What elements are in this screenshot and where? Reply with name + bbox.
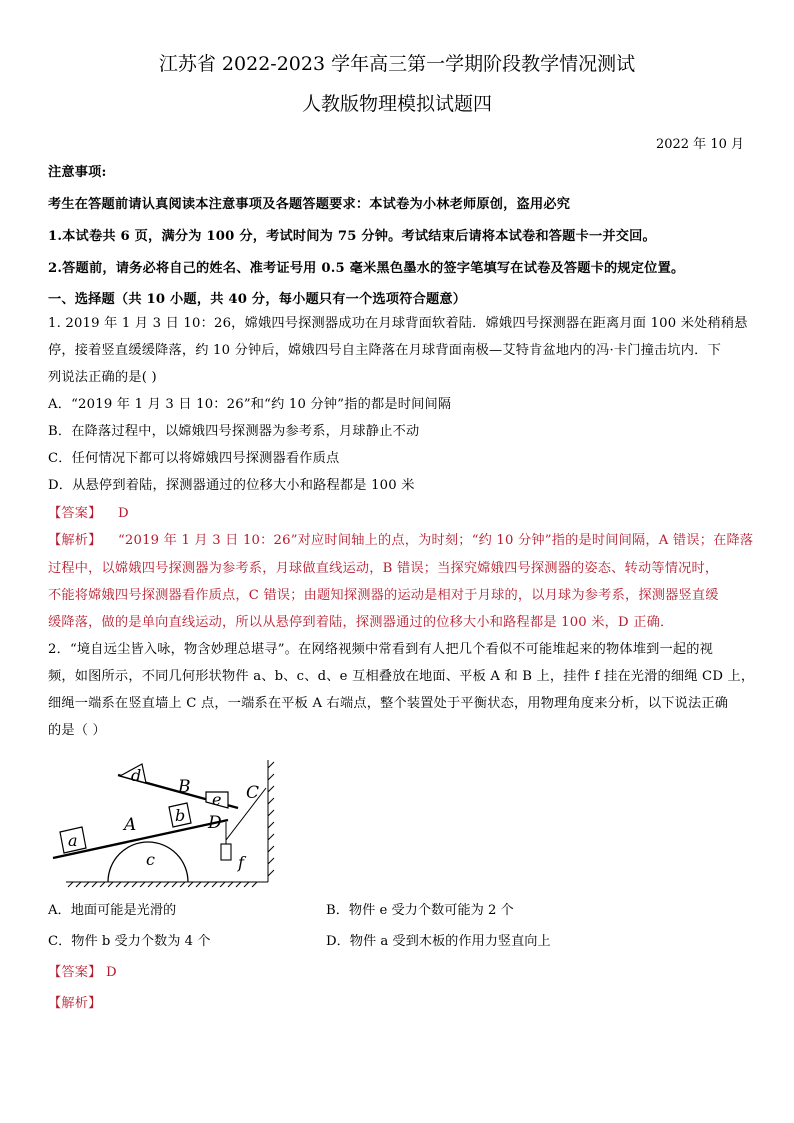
q2-stem-line-1: 2．“境自远尘皆入咏，物含妙理总堪寻”。在网络视频中常看到有人把几个看似不可能堆起来的物体堆到一起的视 [48,642,714,657]
q1-stem-line-1: 1. 2019 年 1 月 3 日 10：26，嫦娥四号探测器成功在月球背面软着陆．嫦娥四号探测器在距离月面 100 米处稍稍悬 [48,316,748,331]
notice-heading: 注意事项: [48,165,107,180]
q2-answer-value: D [105,965,117,980]
q1-answer [48,503,748,525]
notice-line-2: 1.本试卷共 6 页，满分为 100 分，考试时间为 75 分钟。考试结束后请将本试卷和答题卡一并交回。 [48,229,656,244]
exam-date: 2022 年 10 月 [655,137,744,152]
q1-answer-tag: 【答案】 [48,506,102,521]
q1-option-a: A．“2019 年 1 月 3 日 10：26”和“约 10 分钟”指的都是时间间隔 [48,397,452,412]
q2-stem-line-3: 细绳一端系在竖直墙上 C 点，一端系在平板 A 右端点，整个装置处于平衡状态，用物理角度来分析，以下说法正确 [48,696,729,711]
label-A: A [124,815,137,835]
label-C: C [246,783,260,803]
notice-line-1: 考生在答题前请认真阅读本注意事项及各题答题要求：本试卷为小林老师原创，盗用必究 [48,197,571,212]
q1-analysis-line-2: 过程中，以嫦娥四号探测器为参考系，月球做直线运动，B 错误；当探究嫦娥四号探测器的姿态、转动等情况时， [48,561,719,576]
label-d: d [131,766,142,785]
label-f: f [238,853,244,872]
q1-analysis-line-1 [48,530,754,552]
q1-option-d: D．从悬停到着陆，探测器通过的位移大小和路程都是 100 米 [48,478,415,493]
q2-option-b: B．物件 e 受力个数可能为 2 个 [326,903,514,918]
label-c: c [146,850,155,869]
q1-analysis-line-3: 不能将嫦娥四号探测器看作质点，C 错误；由题知探测器的运动是相对于月球的，以月球为参考系，探测器竖直缓 [48,588,719,603]
label-a: a [68,831,78,850]
q2-option-d: D．物件 a 受到木板的作用力竖直向上 [326,934,551,949]
label-B: B [178,777,191,797]
exam-subtitle: 人教版物理模拟试题四 [301,93,492,115]
q1-option-c: C．任何情况下都可以将嫦娥四号探测器看作质点 [48,451,340,466]
label-e: e [212,790,222,809]
q1-option-b: B．在降落过程中，以嫦娥四号探测器为参考系，月球静止不动 [48,424,420,439]
exam-title: 江苏省 2022-2023 学年高三第一学期阶段教学情况测试 [158,53,636,75]
q2-stem-line-4: 的是（ ） [48,723,106,738]
q2-stem-line-2: 频，如图所示，不同几何形状物件 a、b、c、d、e 互相叠放在地面、平板 A 和 B 上，挂件 f 挂在光滑的细绳 CD 上， [48,669,755,684]
q2-analysis-tag: 【解析】 [48,996,102,1011]
wall [268,760,274,882]
q1-stem-line-3: 列说法正确的是( ) [48,370,157,385]
q1-stem-line-2: 停，接着竖直缓缓降落，约 10 分钟后，嫦娥四号自主降落在月球背面南极—艾特肯盆地内的冯·卡门撞击坑内．下 [48,343,721,358]
label-D: D [208,813,222,833]
q2-option-c: C．物件 b 受力个数为 4 个 [48,934,211,949]
ground-hatching [66,882,268,887]
section-heading: 一、选择题（共 10 小题，共 40 分，每小题只有一个选项符合题意） [48,292,467,307]
object-f [221,844,231,860]
q1-analysis-line-4: 缓降落，做的是单向直线运动，所以从悬停到着陆，探测器通过的位移大小和路程都是 100 米，D 正确． [48,615,674,630]
notice-line-3: 2.答题前，请务必将自己的姓名、准考证号用 0.5 毫米黑色墨水的签字笔填写在试卷及答题卡的规定位置。 [48,261,685,276]
q1-answer-value: D [117,506,129,521]
q2-answer-tag: 【答案】 [48,965,102,980]
q1-analysis-text-1: “2019 年 1 月 3 日 10：26”对应时间轴上的点，为时刻；“约 10 分钟”指的是时间间隔，A 错误；在降落 [117,533,754,548]
q1-analysis-tag: 【解析】 [48,533,102,548]
q2-option-a: A．地面可能是光滑的 [48,903,177,918]
q2-figure [48,750,288,890]
q2-answer [48,962,748,984]
label-b: b [175,806,186,825]
